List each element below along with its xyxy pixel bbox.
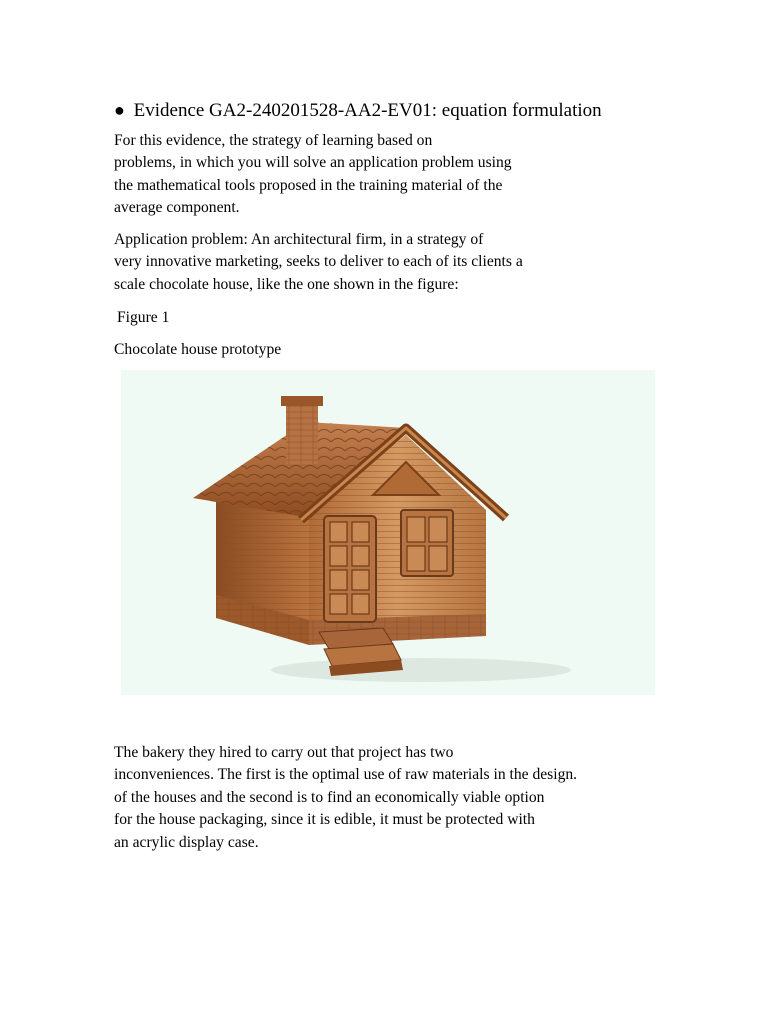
bakery-paragraph xyxy=(114,742,577,854)
bakery-line: The bakery they hired to carry out that project has two xyxy=(114,744,454,761)
intro-line: problems, in which you will solve an application problem using xyxy=(114,154,512,172)
problem-line: Application problem: An architectural firm, in a strategy of xyxy=(114,231,484,248)
bakery-line: of the houses and the second is to find an economically viable option xyxy=(114,788,545,806)
intro-line: average component. xyxy=(114,199,240,217)
chocolate-house-illustration xyxy=(121,370,655,695)
bullet-icon: ● xyxy=(114,100,125,120)
chocolate-house-image xyxy=(121,370,655,695)
bakery-line: an acrylic display case. xyxy=(114,833,259,851)
problem-line: scale chocolate house, like the one shown in the figure: xyxy=(114,275,459,293)
intro-paragraph xyxy=(114,130,512,220)
intro-line: the mathematical tools proposed in the training material of the xyxy=(114,176,503,194)
evidence-heading xyxy=(114,97,602,124)
bakery-line: for the house packaging, since it is edible, it must be protected with xyxy=(114,811,535,829)
bakery-line: inconveniences. The first is the optimal use of raw materials in the design. xyxy=(114,766,578,784)
problem-line: very innovative marketing, seeks to deliver to each of its clients a xyxy=(114,253,523,271)
intro-line: For this evidence, the strategy of learning based on xyxy=(114,132,433,149)
figure-label: Figure 1 xyxy=(117,309,170,326)
figure-caption: Chocolate house prototype xyxy=(114,341,282,358)
heading-text: Evidence GA2-240201528-AA2-EV01: equation formulation xyxy=(133,100,602,121)
problem-paragraph xyxy=(114,229,523,296)
